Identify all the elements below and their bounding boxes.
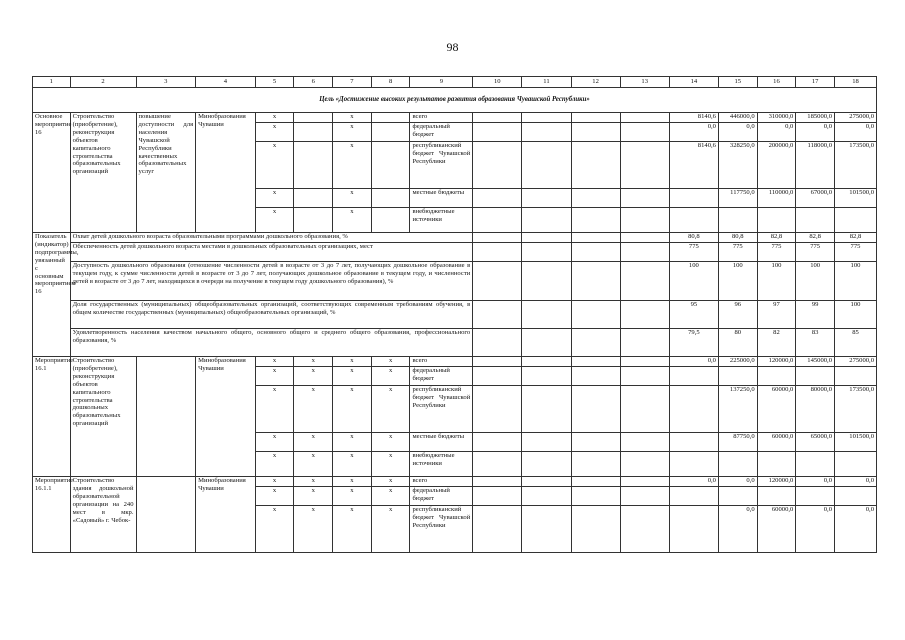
value-cell: 0,0 <box>718 506 757 553</box>
value-cell: 310000,0 <box>757 113 796 123</box>
value-cell: 173500,0 <box>835 142 877 189</box>
empty-cell <box>620 329 669 357</box>
empty-cell <box>522 487 571 506</box>
program-table <box>32 76 877 553</box>
empty-cell <box>571 113 620 123</box>
funding-source: федеральный бюджет <box>410 123 473 142</box>
empty-cell <box>522 233 571 243</box>
empty-cell <box>522 506 571 553</box>
goal-title: Цель «Достижение высоких результатов развития образования Чувашской Республики» <box>33 88 877 113</box>
empty-cell <box>522 189 571 208</box>
empty-cell <box>473 113 522 123</box>
value-cell: 775 <box>757 243 796 262</box>
value-cell: 185000,0 <box>796 113 835 123</box>
value-cell: 60000,0 <box>757 433 796 452</box>
code-cell: х <box>294 357 333 367</box>
column-number-header: 6 <box>294 77 333 88</box>
empty-cell <box>522 243 571 262</box>
empty-cell <box>522 367 571 386</box>
measure-goal <box>136 357 196 477</box>
empty-cell <box>620 233 669 243</box>
empty-cell <box>522 142 571 189</box>
empty-cell <box>571 262 620 301</box>
empty-cell <box>620 367 669 386</box>
funding-source: федеральный бюджет <box>410 367 473 386</box>
empty-cell <box>522 301 571 329</box>
code-cell: х <box>294 433 333 452</box>
empty-cell <box>522 123 571 142</box>
table-row <box>33 262 877 301</box>
funding-source: республиканский бюджет Чувашской Республики <box>410 142 473 189</box>
empty-cell <box>571 329 620 357</box>
value-cell: 100 <box>718 262 757 301</box>
value-cell: 0,0 <box>757 123 796 142</box>
empty-cell <box>473 452 522 477</box>
empty-cell <box>620 142 669 189</box>
value-cell: 83 <box>796 329 835 357</box>
value-cell: 110000,0 <box>757 189 796 208</box>
value-cell <box>757 367 796 386</box>
funding-source: всего <box>410 113 473 123</box>
code-cell <box>371 113 410 123</box>
code-cell: х <box>333 208 372 233</box>
code-cell: х <box>333 189 372 208</box>
code-cell <box>294 142 333 189</box>
column-number-header: 17 <box>796 77 835 88</box>
code-cell: х <box>255 113 294 123</box>
indicator-text: Удовлетворенность населения качеством начального общего, основного общего и среднего общего образования, профессионального образования, % <box>70 329 473 357</box>
code-cell: х <box>371 452 410 477</box>
value-cell: 0,0 <box>718 477 757 487</box>
column-number-header: 14 <box>669 77 718 88</box>
code-cell: х <box>371 433 410 452</box>
column-number-header: 3 <box>136 77 196 88</box>
empty-cell <box>620 262 669 301</box>
empty-cell <box>473 123 522 142</box>
code-cell: х <box>255 208 294 233</box>
value-cell <box>669 506 718 553</box>
empty-cell <box>522 386 571 433</box>
value-cell <box>669 386 718 433</box>
code-cell: х <box>333 386 372 433</box>
value-cell <box>796 487 835 506</box>
value-cell <box>669 208 718 233</box>
code-cell: х <box>371 477 410 487</box>
code-cell: х <box>333 487 372 506</box>
value-cell: 82,8 <box>796 233 835 243</box>
empty-cell <box>473 262 522 301</box>
empty-cell <box>620 487 669 506</box>
column-number-header: 2 <box>70 77 136 88</box>
value-cell: 100 <box>796 262 835 301</box>
empty-cell <box>620 506 669 553</box>
value-cell <box>669 452 718 477</box>
code-cell <box>371 189 410 208</box>
empty-cell <box>620 477 669 487</box>
column-number-header: 8 <box>371 77 410 88</box>
table-row <box>33 88 877 113</box>
value-cell: 275000,0 <box>835 357 877 367</box>
responsible-executor: Минобразования Чувашии <box>196 113 256 233</box>
table-row <box>33 477 877 487</box>
empty-cell <box>620 386 669 433</box>
value-cell: 67000,0 <box>796 189 835 208</box>
column-number-header: 11 <box>522 77 571 88</box>
column-number-header: 15 <box>718 77 757 88</box>
measure-description: Строительство (приобретение), реконструкция объектов капитального строительства дошкольных образовательных организаций <box>70 357 136 477</box>
value-cell: 99 <box>796 301 835 329</box>
measure-name: Основное мероприятие 16 <box>33 113 71 233</box>
funding-source: внебюджетные источники <box>410 208 473 233</box>
empty-cell <box>620 208 669 233</box>
empty-cell <box>571 301 620 329</box>
code-cell: х <box>255 386 294 433</box>
code-cell: х <box>371 357 410 367</box>
value-cell: 100 <box>757 262 796 301</box>
empty-cell <box>571 367 620 386</box>
value-cell <box>796 208 835 233</box>
empty-cell <box>473 189 522 208</box>
value-cell: 8140,6 <box>669 142 718 189</box>
value-cell: 0,0 <box>835 477 877 487</box>
value-cell: 775 <box>835 243 877 262</box>
value-cell: 0,0 <box>718 123 757 142</box>
measure-description: Строительство (приобретение), реконструкция объектов капитального строительства образовательных организаций <box>70 113 136 233</box>
value-cell: 100 <box>835 301 877 329</box>
code-cell: х <box>255 506 294 553</box>
empty-cell <box>620 301 669 329</box>
table-row <box>33 243 877 262</box>
code-cell: х <box>333 452 372 477</box>
value-cell: 118000,0 <box>796 142 835 189</box>
value-cell <box>835 367 877 386</box>
empty-cell <box>571 386 620 433</box>
value-cell: 79,5 <box>669 329 718 357</box>
value-cell <box>669 189 718 208</box>
value-cell <box>669 367 718 386</box>
empty-cell <box>473 506 522 553</box>
funding-source: республиканский бюджет Чувашской Республики <box>410 506 473 553</box>
value-cell: 80,8 <box>669 233 718 243</box>
column-number-header: 10 <box>473 77 522 88</box>
empty-cell <box>473 386 522 433</box>
code-cell: х <box>371 487 410 506</box>
funding-source: всего <box>410 477 473 487</box>
code-cell: х <box>371 386 410 433</box>
measure-goal <box>136 477 196 553</box>
value-cell <box>718 452 757 477</box>
measure-description: Строительство здания дошкольной образовательной организации на 240 мест в мкр. «Садовый» г. Чебок- <box>70 477 136 553</box>
code-cell: х <box>333 123 372 142</box>
funding-source: местные бюджеты <box>410 189 473 208</box>
code-cell: х <box>255 477 294 487</box>
value-cell: 82 <box>757 329 796 357</box>
value-cell: 775 <box>796 243 835 262</box>
empty-cell <box>473 367 522 386</box>
empty-cell <box>473 301 522 329</box>
empty-cell <box>473 357 522 367</box>
code-cell <box>371 142 410 189</box>
code-cell: х <box>333 357 372 367</box>
value-cell: 0,0 <box>669 477 718 487</box>
table-row <box>33 301 877 329</box>
value-cell: 101500,0 <box>835 189 877 208</box>
table-row <box>33 77 877 88</box>
code-cell: х <box>294 452 333 477</box>
indicator-text: Доступность дошкольного образования (отношение численности детей в возрасте от 3 до 7 лет, получающих дошкольное образование в текущем году, к сумме численности детей в возрасте от 3 до 7 лет, получающих дошкольное образование в текущем году, и численности детей в возрасте от 3 до 7 лет, находящихся в очереди на получение в текущем году дошкольного образования), % <box>70 262 473 301</box>
code-cell: х <box>371 367 410 386</box>
value-cell: 200000,0 <box>757 142 796 189</box>
value-cell: 96 <box>718 301 757 329</box>
empty-cell <box>571 452 620 477</box>
funding-source: республиканский бюджет Чувашской Республики <box>410 386 473 433</box>
empty-cell <box>620 123 669 142</box>
value-cell <box>835 487 877 506</box>
value-cell: 775 <box>669 243 718 262</box>
code-cell: х <box>333 506 372 553</box>
empty-cell <box>473 433 522 452</box>
funding-source: федеральный бюджет <box>410 487 473 506</box>
value-cell: 100 <box>669 262 718 301</box>
value-cell: 275000,0 <box>835 113 877 123</box>
value-cell: 0,0 <box>796 506 835 553</box>
empty-cell <box>522 433 571 452</box>
code-cell: х <box>333 433 372 452</box>
value-cell: 80,8 <box>718 233 757 243</box>
value-cell: 100 <box>835 262 877 301</box>
value-cell <box>718 208 757 233</box>
value-cell: 8140,6 <box>669 113 718 123</box>
empty-cell <box>473 487 522 506</box>
value-cell <box>669 433 718 452</box>
value-cell: 775 <box>718 243 757 262</box>
code-cell: х <box>333 367 372 386</box>
empty-cell <box>571 433 620 452</box>
value-cell: 137250,0 <box>718 386 757 433</box>
empty-cell <box>620 452 669 477</box>
empty-cell <box>571 357 620 367</box>
empty-cell <box>571 189 620 208</box>
table-row <box>33 113 877 123</box>
code-cell: х <box>333 142 372 189</box>
value-cell <box>718 367 757 386</box>
indicator-label: Показатель (индикатор) подпрограммы, увязанный с основным мероприятием 16 <box>33 233 71 357</box>
empty-cell <box>571 208 620 233</box>
code-cell: х <box>255 367 294 386</box>
code-cell: х <box>255 357 294 367</box>
value-cell: 0,0 <box>835 123 877 142</box>
value-cell: 117750,0 <box>718 189 757 208</box>
empty-cell <box>571 477 620 487</box>
value-cell <box>669 487 718 506</box>
empty-cell <box>522 113 571 123</box>
measure-goal: повышение доступности для населения Чувашской Республики качественных образовательных услуг <box>136 113 196 233</box>
code-cell <box>371 123 410 142</box>
empty-cell <box>473 233 522 243</box>
indicator-text: Обеспеченность детей дошкольного возраста местами в дошкольных образовательных организациях, мест <box>70 243 473 262</box>
column-number-header: 9 <box>410 77 473 88</box>
empty-cell <box>571 506 620 553</box>
column-number-header: 12 <box>571 77 620 88</box>
responsible-executor: Минобразования Чувашии <box>196 477 256 553</box>
value-cell: 446000,0 <box>718 113 757 123</box>
indicator-text: Охват детей дошкольного возраста образовательными программами дошкольного образования, % <box>70 233 473 243</box>
value-cell: 97 <box>757 301 796 329</box>
column-number-header: 18 <box>835 77 877 88</box>
column-number-header: 1 <box>33 77 71 88</box>
empty-cell <box>571 233 620 243</box>
code-cell: х <box>255 123 294 142</box>
value-cell <box>796 452 835 477</box>
value-cell: 328250,0 <box>718 142 757 189</box>
table-row <box>33 329 877 357</box>
empty-cell <box>620 433 669 452</box>
column-number-header: 13 <box>620 77 669 88</box>
empty-cell <box>473 142 522 189</box>
value-cell <box>757 452 796 477</box>
value-cell: 82,8 <box>757 233 796 243</box>
empty-cell <box>473 243 522 262</box>
code-cell: х <box>294 367 333 386</box>
value-cell <box>796 367 835 386</box>
empty-cell <box>522 477 571 487</box>
funding-source: местные бюджеты <box>410 433 473 452</box>
value-cell: 82,8 <box>835 233 877 243</box>
empty-cell <box>620 113 669 123</box>
value-cell: 85 <box>835 329 877 357</box>
table-row <box>33 233 877 243</box>
code-cell: х <box>333 477 372 487</box>
empty-cell <box>571 142 620 189</box>
code-cell: х <box>294 506 333 553</box>
code-cell <box>294 208 333 233</box>
value-cell: 87750,0 <box>718 433 757 452</box>
value-cell: 60000,0 <box>757 386 796 433</box>
code-cell <box>294 189 333 208</box>
value-cell <box>835 208 877 233</box>
empty-cell <box>473 329 522 357</box>
value-cell: 65000,0 <box>796 433 835 452</box>
code-cell: х <box>255 142 294 189</box>
empty-cell <box>473 477 522 487</box>
empty-cell <box>571 487 620 506</box>
value-cell: 120000,0 <box>757 357 796 367</box>
funding-source: внебюджетные источники <box>410 452 473 477</box>
value-cell <box>835 452 877 477</box>
code-cell: х <box>255 487 294 506</box>
page-number: 98 <box>446 40 459 54</box>
value-cell: 95 <box>669 301 718 329</box>
column-number-header: 5 <box>255 77 294 88</box>
empty-cell <box>522 452 571 477</box>
empty-cell <box>522 357 571 367</box>
value-cell: 225000,0 <box>718 357 757 367</box>
code-cell: х <box>294 487 333 506</box>
code-cell <box>371 208 410 233</box>
column-number-header: 7 <box>333 77 372 88</box>
value-cell: 80 <box>718 329 757 357</box>
value-cell: 101500,0 <box>835 433 877 452</box>
column-number-header: 4 <box>196 77 256 88</box>
value-cell: 173500,0 <box>835 386 877 433</box>
value-cell: 145000,0 <box>796 357 835 367</box>
value-cell: 0,0 <box>796 477 835 487</box>
code-cell: х <box>255 433 294 452</box>
empty-cell <box>620 357 669 367</box>
empty-cell <box>473 208 522 233</box>
funding-source: всего <box>410 357 473 367</box>
empty-cell <box>620 189 669 208</box>
code-cell: х <box>371 506 410 553</box>
empty-cell <box>522 262 571 301</box>
code-cell <box>294 113 333 123</box>
value-cell <box>757 208 796 233</box>
responsible-executor: Минобразования Чувашии <box>196 357 256 477</box>
empty-cell <box>620 243 669 262</box>
code-cell: х <box>294 386 333 433</box>
value-cell: 0,0 <box>669 123 718 142</box>
code-cell <box>294 123 333 142</box>
code-cell: х <box>255 452 294 477</box>
empty-cell <box>522 329 571 357</box>
code-cell: х <box>333 113 372 123</box>
empty-cell <box>571 123 620 142</box>
measure-name: Мероприятие 16.1 <box>33 357 71 477</box>
code-cell: х <box>255 189 294 208</box>
value-cell: 0,0 <box>669 357 718 367</box>
value-cell: 80000,0 <box>796 386 835 433</box>
value-cell: 0,0 <box>835 506 877 553</box>
value-cell: 60000,0 <box>757 506 796 553</box>
column-number-header: 16 <box>757 77 796 88</box>
empty-cell <box>571 243 620 262</box>
value-cell <box>757 487 796 506</box>
value-cell: 120000,0 <box>757 477 796 487</box>
code-cell: х <box>294 477 333 487</box>
empty-cell <box>522 208 571 233</box>
table-row <box>33 357 877 367</box>
value-cell <box>718 487 757 506</box>
value-cell: 0,0 <box>796 123 835 142</box>
measure-name: Мероприятие 16.1.1 <box>33 477 71 553</box>
indicator-text: Доля государственных (муниципальных) общеобразовательных организаций, соответствующих современным требованиям обучения, в общем количестве государственных (муниципальных) общеобразовательных организаций, % <box>70 301 473 329</box>
